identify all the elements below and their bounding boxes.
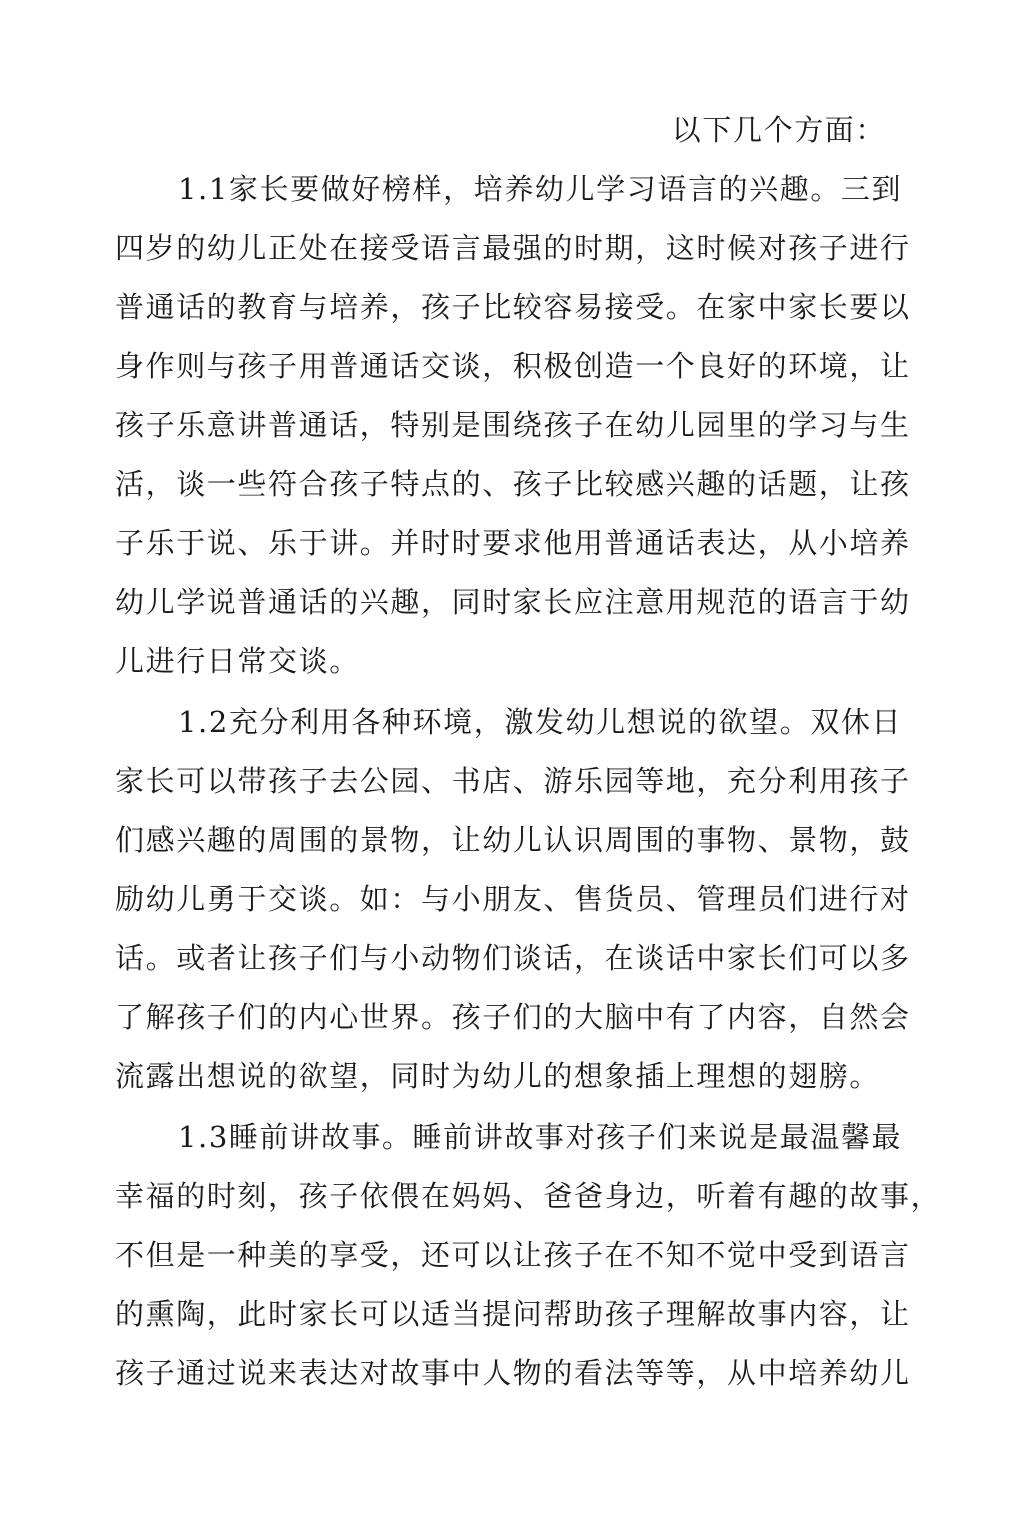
text-line: 以下几个方面： — [671, 113, 886, 147]
text-line: 普通话的教育与培养，孩子比较容易接受。在家中家长要以 — [115, 290, 911, 324]
text-line: 身作则与孩子用普通话交谈，积极创造一个良好的环境，让 — [115, 349, 911, 383]
text-line: 不但是一种美的享受，还可以让孩子在不知不觉中受到语言 — [115, 1238, 911, 1272]
text-line: 活，谈一些符合孩子特点的、孩子比较感兴趣的话题，让孩 — [115, 467, 911, 501]
text-line: 流露出想说的欲望，同时为幼儿的想象插上理想的翅膀。 — [115, 1059, 881, 1093]
text-line: 幼儿学说普通话的兴趣，同时家长应注意用规范的语言于幼 — [115, 585, 911, 619]
text-line: 家长可以带孩子去公园、书店、游乐园等地，充分利用孩子 — [115, 764, 911, 798]
text-line: 1.1家长要做好榜样，培养幼儿学习语言的兴趣。三到 — [178, 172, 903, 206]
text-line: 了解孩子们的内心世界。孩子们的大脑中有了内容，自然会 — [115, 1000, 911, 1034]
text-line: 子乐于说、乐于讲。并时时要求他用普通话表达，从小培养 — [115, 526, 911, 560]
text-line: 励幼儿勇于交谈。如：与小朋友、售货员、管理员们进行对 — [115, 882, 911, 916]
text-line: 孩子乐意讲普通话，特别是围绕孩子在幼儿园里的学习与生 — [115, 408, 911, 442]
text-line: 的熏陶，此时家长可以适当提问帮助孩子理解故事内容，让 — [115, 1297, 911, 1331]
text-line: 四岁的幼儿正处在接受语言最强的时期，这时候对孩子进行 — [115, 231, 911, 265]
text-line: 儿进行日常交谈。 — [115, 644, 360, 678]
text-line: 1.3睡前讲故事。睡前讲故事对孩子们来说是最温馨最 — [178, 1120, 903, 1154]
text-line: 1.2充分利用各种环境，激发幼儿想说的欲望。双休日 — [178, 705, 903, 739]
text-line: 孩子通过说来表达对故事中人物的看法等等，从中培养幼儿 — [115, 1356, 911, 1390]
text-line: 们感兴趣的周围的景物，让幼儿认识周围的事物、景物，鼓 — [115, 823, 911, 857]
text-line: 话。或者让孩子们与小动物们谈话，在谈话中家长们可以多 — [115, 941, 911, 975]
text-line: 幸福的时刻，孩子依偎在妈妈、爸爸身边，听着有趣的故事， — [115, 1179, 942, 1213]
